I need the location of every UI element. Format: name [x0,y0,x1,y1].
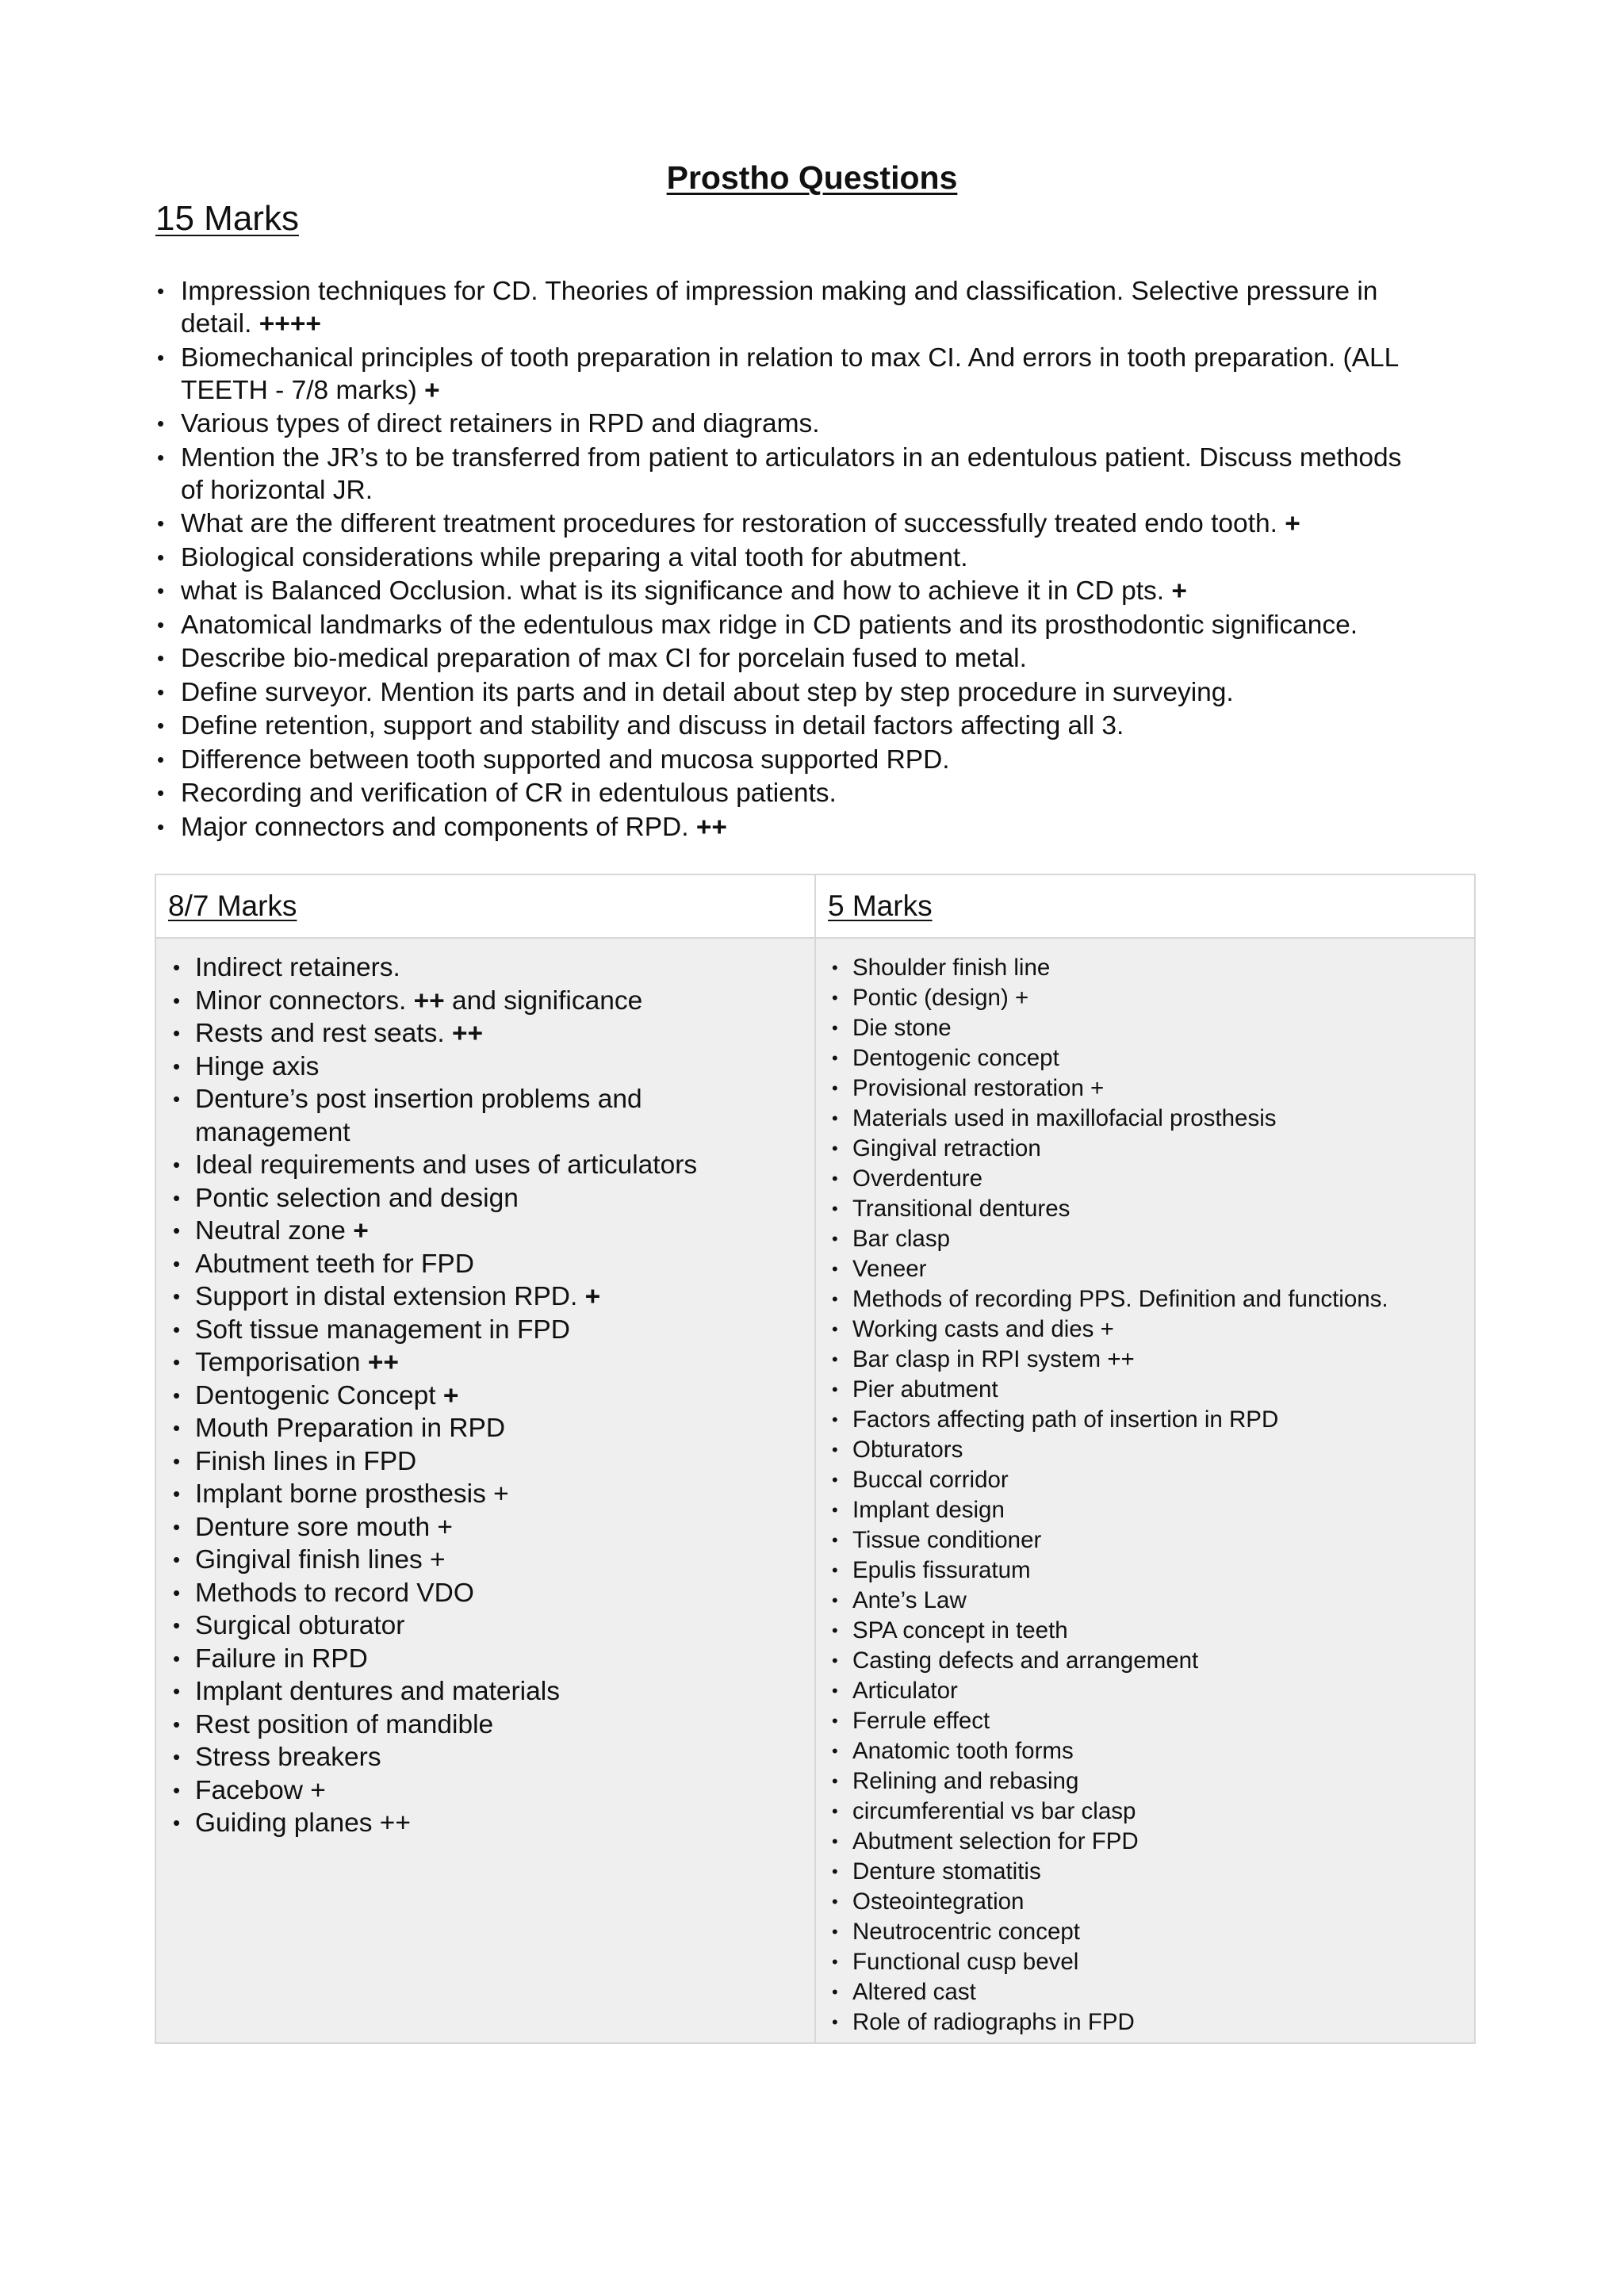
list-item [155,676,1472,709]
question-text: Abutment teeth for FPD [195,1249,474,1279]
list-item [829,1586,1474,1616]
question-text: Abutment selection for FPD [852,1828,1139,1854]
repeat-marker: + [1171,576,1187,606]
list-item [170,1774,814,1808]
question-text: Describe bio-medical preparation of max CI for porcelain fused to metal. [181,644,1027,673]
repeat-marker: ++ [413,985,445,1016]
list-item [170,985,814,1018]
list-item [155,342,1472,407]
list-item [829,1947,1474,1977]
question-text: Functional cusp bevel [852,1949,1079,1975]
question-text: Gingival retraction [852,1135,1041,1161]
list-item [829,1345,1474,1375]
question-text: Pier abutment [852,1376,998,1402]
list-item [829,1887,1474,1917]
question-text: Role of radiographs in FPD [852,2009,1135,2035]
question-suffix: and significance [452,985,643,1016]
list-item [170,1314,814,1347]
list-item [829,1314,1474,1345]
question-text: Mention the JR’s to be transferred from patient to articulators in an edentulous patient. Discuss methods [181,442,1402,473]
question-text: Neutrocentric concept [852,1919,1080,1945]
list-item [155,710,1472,742]
list-item [170,1215,814,1248]
list-item [170,951,814,985]
question-text: Anatomical landmarks of the edentulous max ridge in CD patients and its prosthodontic significance. [181,610,1358,640]
question-text: Obturators [852,1437,963,1463]
list-item [170,1709,814,1742]
question-text: Difference between tooth supported and mucosa supported RPD. [181,744,950,775]
question-text: Overdenture [852,1165,982,1192]
list-item [829,1495,1474,1525]
list-item [829,1134,1474,1164]
question-text: Ferrule effect [852,1708,990,1734]
fifteen-marks-question-list [155,275,1472,844]
five-marks-list [816,877,1474,2038]
list-item [170,1017,814,1050]
list-item [829,1104,1474,1134]
question-text: What are the different treatment procedures for restoration of successfully treated endo tooth. [181,509,1277,538]
question-text: Gingival finish lines + [195,1545,446,1575]
list-item [155,777,1472,809]
repeat-marker: + [1285,509,1300,538]
question-text: Buccal corridor [852,1467,1009,1493]
question-text: Veneer [852,1256,927,1282]
list-item [829,1676,1474,1706]
question-text: Ideal requirements and uses of articulators [195,1150,698,1180]
list-item [829,1736,1474,1766]
question-text: Osteointegration [852,1888,1025,1915]
question-text: Methods to record VDO [195,1578,474,1608]
question-text: Mouth Preparation in RPD [195,1414,506,1443]
list-item [829,983,1474,1013]
page-title: Prostho Questions [666,159,958,196]
question-text: Various types of direct retainers in RPD and diagrams. [181,409,820,438]
list-item [829,1706,1474,1736]
list-item [170,1280,814,1314]
list-item [170,1182,814,1215]
marks-table [155,874,1476,2044]
question-text: Guiding planes ++ [195,1808,411,1838]
list-item [170,1083,814,1149]
section-heading-15-marks: 15 Marks [155,199,299,238]
question-text: Die stone [852,1015,952,1041]
list-item [829,1375,1474,1405]
list-item [829,1917,1474,1947]
list-item [829,1827,1474,1857]
list-item [170,1511,814,1544]
question-text: Epulis fissuratum [852,1557,1031,1583]
list-item [170,1807,814,1840]
question-text: what is Balanced Occlusion. what is its significance and how to achieve it in CD pts. [181,576,1165,606]
question-text: circumferential vs bar clasp [852,1798,1136,1824]
list-item [170,1609,814,1643]
question-text: Materials used in maxillofacial prosthesis [852,1105,1277,1131]
list-item [829,1405,1474,1435]
repeat-marker: + [584,1282,601,1311]
list-item [155,442,1472,507]
list-item [170,1050,814,1084]
list-item [155,507,1472,540]
question-text: Temporisation [195,1348,361,1377]
question-text: Stress breakers [195,1743,381,1772]
question-text: Impression techniques for CD. Theories of impression making and classification. Selective pressure in [181,277,1378,306]
question-text: Implant borne prosthesis + [195,1479,509,1509]
list-item [155,408,1472,440]
repeat-marker: ++ [367,1348,399,1377]
repeat-marker: + [424,375,440,405]
column-8-7-marks [155,938,815,2043]
question-text: Factors affecting path of insertion in RPD [852,1406,1279,1433]
list-item [829,1284,1474,1314]
question-text: Working casts and dies + [852,1316,1114,1342]
question-text: Denture sore mouth + [195,1512,453,1542]
question-text: Bar clasp [852,1226,950,1252]
question-text: Major connectors and components of RPD. [181,812,689,842]
list-item [829,1556,1474,1586]
list-item [170,1346,814,1380]
list-item [829,1164,1474,1194]
question-text: detail. [181,309,252,339]
table-body-row [155,938,1475,2043]
question-text: Denture’s post insertion problems and [195,1085,642,1114]
list-item [170,1577,814,1610]
list-item [170,1412,814,1445]
list-item [829,2007,1474,2038]
question-text: of horizontal JR. [181,475,373,505]
list-item [170,1643,814,1676]
question-text: Soft tissue management in FPD [195,1314,570,1345]
list-item [829,1013,1474,1043]
header-8-7-marks-label: 8/7 Marks [168,890,297,922]
question-text: Bar clasp in RPI system ++ [852,1346,1135,1372]
question-text: Rests and rest seats. [195,1019,445,1048]
question-text: Finish lines in FPD [195,1446,417,1476]
list-item [155,575,1472,607]
header-5-marks-label: 5 Marks [828,890,933,922]
question-text: Ante’s Law [852,1587,967,1613]
list-item [829,1616,1474,1646]
question-text: Surgical obturator [195,1611,405,1640]
list-item [829,953,1474,983]
question-text: Dentogenic Concept [195,1380,436,1410]
question-text: Hinge axis [195,1051,320,1081]
question-text: TEETH - 7/8 marks) [181,375,417,405]
question-text: Anatomic tooth forms [852,1738,1074,1764]
column-5-marks [815,938,1475,2043]
question-text: Support in distal extension RPD. [195,1282,578,1311]
question-text: Denture stomatitis [852,1858,1041,1885]
list-item [829,1043,1474,1073]
list-item [829,1435,1474,1465]
list-item [155,275,1472,340]
question-text: Facebow + [195,1775,326,1805]
list-item [170,1675,814,1709]
question-text: Failure in RPD [195,1644,368,1674]
question-text: management [195,1117,350,1147]
question-text: Define surveyor. Mention its parts and in detail about step by step procedure in surveying. [181,677,1234,707]
list-item [829,1766,1474,1797]
question-text: Transitional dentures [852,1196,1071,1222]
repeat-marker: + [353,1216,369,1246]
list-item [829,1525,1474,1556]
list-item [829,1797,1474,1827]
list-item [170,1149,814,1182]
question-text: SPA concept in teeth [852,1617,1068,1644]
list-item [170,1741,814,1774]
list-item [155,609,1472,641]
question-text: Tissue conditioner [852,1527,1042,1553]
list-item [829,1465,1474,1495]
list-item [170,1544,814,1577]
repeat-marker: ++++ [259,309,321,339]
list-item [829,1194,1474,1224]
repeat-marker: ++ [695,812,727,842]
question-text: Biological considerations while preparing a vital tooth for abutment. [181,542,968,572]
question-text: Minor connectors. [195,985,407,1016]
question-text: Relining and rebasing [852,1768,1079,1794]
question-text: Dentogenic concept [852,1045,1059,1071]
question-text: Casting defects and arrangement [852,1647,1199,1674]
list-item [155,642,1472,675]
question-text: Methods of recording PPS. Definition and functions. [852,1286,1388,1312]
question-text: Rest position of mandible [195,1709,494,1739]
question-text: Implant design [852,1497,1005,1523]
list-item [829,1224,1474,1254]
question-text: Altered cast [852,1979,976,2005]
list-item [829,1977,1474,2007]
list-item [155,541,1472,574]
list-item [829,1254,1474,1284]
question-text: Provisional restoration + [852,1075,1105,1101]
question-text: Biomechanical principles of tooth preparation in relation to max CI. And errors in tooth preparation. (ALL [181,342,1400,373]
question-text: Define retention, support and stability and discuss in detail factors affecting all 3. [181,711,1124,740]
list-item [170,1478,814,1511]
question-text: Implant dentures and materials [195,1677,560,1706]
list-item [829,1073,1474,1104]
list-item [170,1380,814,1413]
question-text: Articulator [852,1678,958,1704]
question-text: Pontic (design) + [852,985,1029,1011]
repeat-marker: ++ [451,1019,484,1048]
question-text: Shoulder finish line [852,955,1051,981]
question-text: Recording and verification of CR in edentulous patients. [181,779,837,808]
question-text: Neutral zone [195,1216,346,1246]
list-item [170,1248,814,1281]
list-item [170,1445,814,1479]
list-item [829,1857,1474,1887]
list-item [155,744,1472,776]
eight-seven-marks-list [156,877,814,1840]
question-text: Indirect retainers. [195,953,400,982]
list-item [829,1646,1474,1676]
list-item [155,811,1472,844]
repeat-marker: + [442,1380,459,1410]
question-text: Pontic selection and design [195,1183,519,1213]
